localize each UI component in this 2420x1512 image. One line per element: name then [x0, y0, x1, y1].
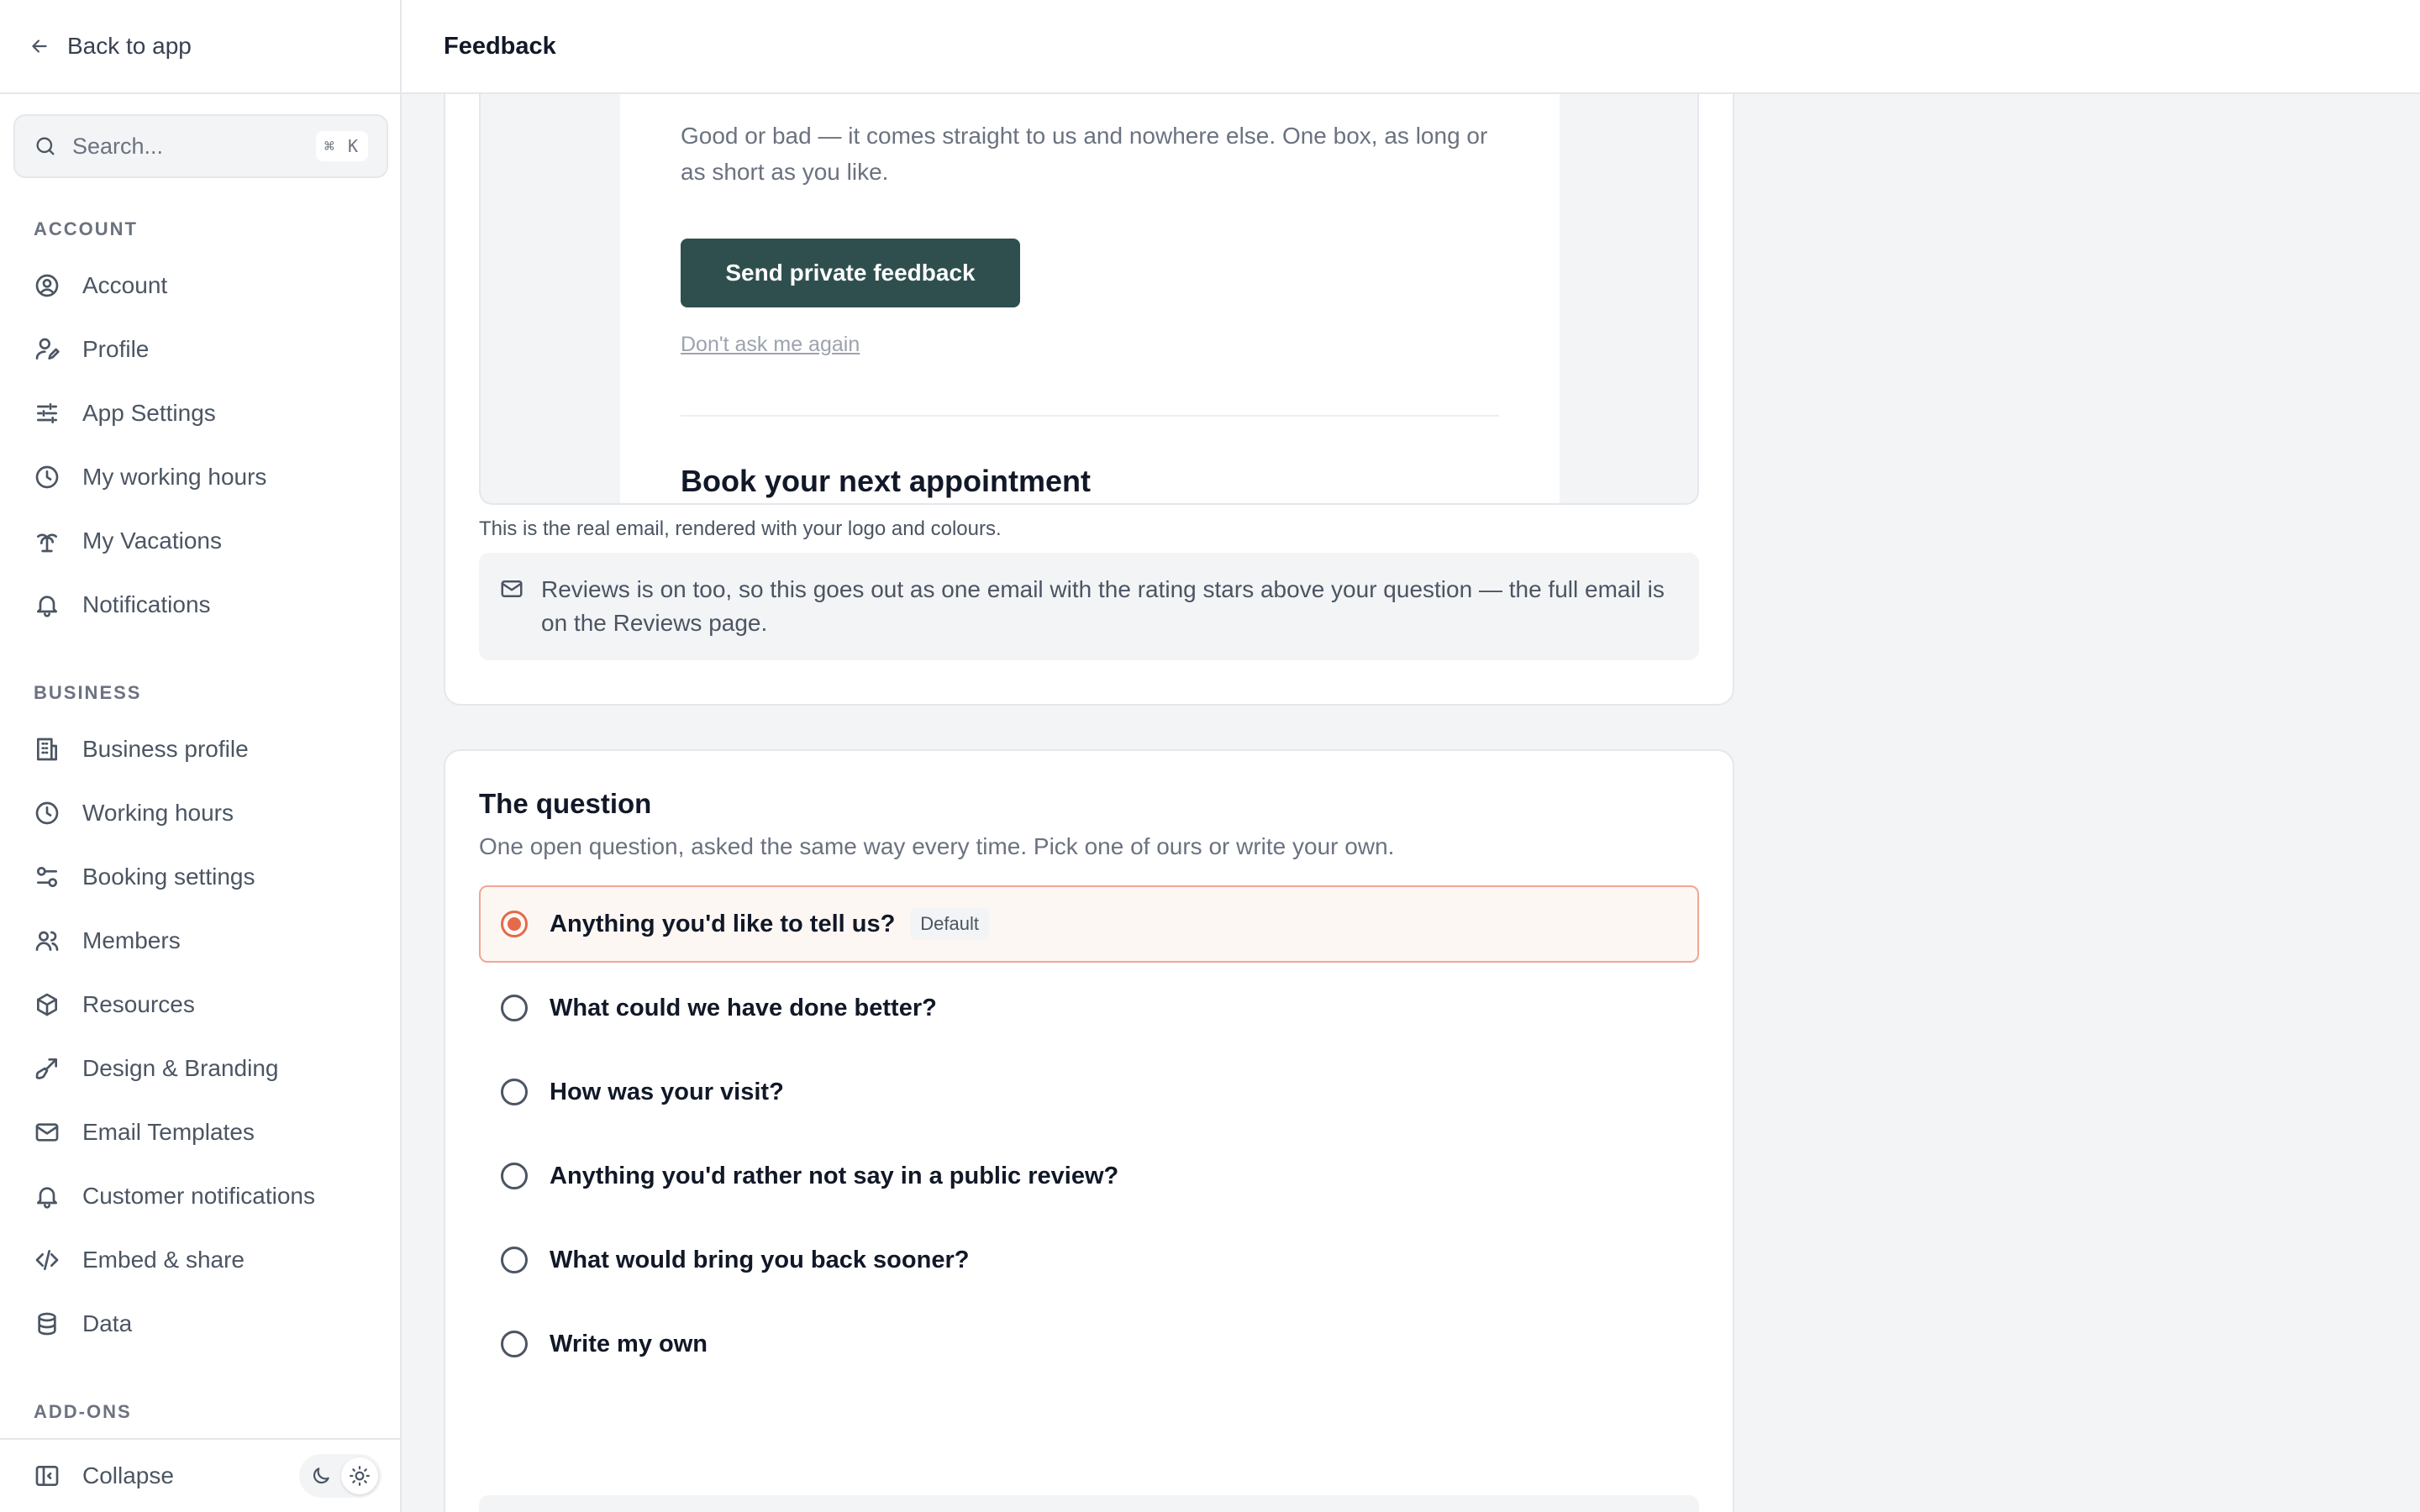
sidebar-item-notifications[interactable] — [34, 581, 211, 628]
light-mode-button[interactable] — [341, 1457, 378, 1494]
database-icon — [34, 1310, 60, 1337]
sidebar-item-profile[interactable] — [34, 326, 149, 373]
back-to-app-link[interactable] — [29, 33, 192, 60]
radio-button[interactable] — [501, 995, 528, 1021]
preview-caption: This is the real email, rendered with your logo and colours. — [479, 517, 1002, 540]
back-to-app-label: Back to app — [67, 33, 192, 59]
sidebar-item-booking-settings[interactable] — [34, 853, 255, 900]
sidebar-item-label: My working hours — [82, 464, 267, 490]
mail-icon — [34, 1119, 60, 1146]
reviews-info-text: Reviews is on too, so this goes out as one email with the rating stars above your question — the full email is on the Reviews page. — [541, 576, 1665, 636]
sidebar-item-label: Members — [82, 927, 181, 953]
bell-icon — [34, 1183, 60, 1210]
question-option-label: What could we have done better? — [550, 994, 937, 1021]
email-preview-card — [444, 94, 1734, 706]
sidebar-item-label: Resources — [82, 991, 195, 1017]
page-title: Feedback — [444, 32, 556, 60]
sidebar-item-label: Account — [82, 272, 168, 298]
brush-icon — [34, 1055, 60, 1082]
next-appointment-heading: Book your next appointment — [681, 464, 1092, 498]
default-badge: Default — [910, 908, 989, 940]
sidebar — [0, 0, 402, 1512]
question-option[interactable] — [479, 1305, 1699, 1383]
question-option-label: Anything you'd rather not say in a public review? — [550, 1162, 1119, 1189]
search-placeholder: Search... — [72, 133, 164, 159]
theme-toggle[interactable] — [299, 1454, 381, 1498]
sidebar-item-data[interactable] — [34, 1300, 132, 1347]
search-icon — [34, 134, 57, 158]
sidebar-item-working-hours[interactable] — [34, 790, 234, 837]
question-option[interactable] — [479, 1137, 1699, 1215]
radio-button[interactable] — [501, 1079, 528, 1105]
box-icon — [34, 991, 60, 1018]
radio-button-checked[interactable] — [501, 911, 528, 937]
sidebar-item-label: Profile — [82, 336, 150, 362]
palm-tree-icon — [34, 528, 60, 554]
sidebar-item-label: Customer notifications — [82, 1183, 316, 1209]
question-option-label: Anything you'd like to tell us? — [550, 910, 896, 937]
user-edit-icon — [34, 336, 60, 363]
search-shortcut: ⌘ K — [316, 131, 368, 161]
clock-icon — [34, 464, 60, 491]
mail-icon — [499, 576, 524, 601]
settings-toggle-icon — [34, 864, 60, 890]
collapse-button[interactable] — [34, 1462, 299, 1489]
section-label-account: ACCOUNT — [34, 218, 138, 239]
sidebar-item-label: Email Templates — [82, 1119, 255, 1145]
sidebar-item-label: Data — [82, 1310, 133, 1336]
radio-button[interactable] — [501, 1247, 528, 1273]
clock-icon — [34, 800, 60, 827]
question-option[interactable] — [479, 1221, 1699, 1299]
dont-ask-again-link[interactable]: Don't ask me again — [681, 333, 860, 356]
question-section-subtitle: One open question, asked the same way every time. Pick one of ours or write your own. — [479, 833, 1395, 859]
sidebar-item-label: Working hours — [82, 800, 234, 826]
sidebar-collapse-icon — [34, 1462, 60, 1489]
sidebar-item-design-branding[interactable] — [34, 1045, 278, 1092]
arrow-left-icon — [29, 35, 50, 57]
section-label-business: BUSINESS — [34, 682, 142, 703]
email-divider — [681, 415, 1499, 417]
email-preview-body — [620, 94, 1560, 505]
sliders-icon — [34, 400, 60, 427]
email-preview-frame[interactable] — [479, 94, 1699, 505]
collapse-label: Collapse — [82, 1462, 174, 1488]
question-option[interactable] — [479, 1053, 1699, 1131]
sidebar-item-email-templates[interactable] — [34, 1109, 255, 1156]
question-card — [444, 749, 1734, 1512]
sun-icon — [349, 1465, 371, 1487]
sidebar-header — [0, 0, 400, 94]
users-icon — [34, 927, 60, 954]
moon-icon — [310, 1465, 332, 1487]
question-option-label: What would bring you back sooner? — [550, 1246, 970, 1273]
dark-mode-button[interactable] — [302, 1457, 339, 1494]
sidebar-item-customer-notifications[interactable] — [34, 1173, 315, 1220]
sidebar-item-my-working-hours[interactable] — [34, 454, 266, 501]
sidebar-item-label: My Vacations — [82, 528, 222, 554]
bell-icon — [34, 591, 60, 618]
code-icon — [34, 1247, 60, 1273]
question-option-label: Write my own — [550, 1330, 708, 1357]
section-label-addons: ADD-ONS — [34, 1401, 132, 1422]
sidebar-item-account[interactable] — [34, 262, 167, 309]
reviews-info-callout — [479, 553, 1699, 660]
sidebar-footer — [0, 1438, 400, 1512]
sidebar-item-members[interactable] — [34, 917, 181, 964]
email-body-text: Good or bad — it comes straight to us and nowhere else. One box, as long or as short as you like. — [681, 123, 1488, 185]
user-circle-icon — [34, 272, 60, 299]
question-tip-callout — [479, 1495, 1699, 1512]
sidebar-item-label: Design & Branding — [82, 1055, 279, 1081]
sidebar-item-label: Booking settings — [82, 864, 255, 890]
radio-button[interactable] — [501, 1163, 528, 1189]
sidebar-item-embed-share[interactable] — [34, 1236, 245, 1284]
sidebar-item-label: Embed & share — [82, 1247, 245, 1273]
sidebar-item-business-profile[interactable] — [34, 726, 249, 773]
sidebar-item-resources[interactable] — [34, 981, 195, 1028]
radio-button[interactable] — [501, 1331, 528, 1357]
question-section-title: The question — [479, 788, 652, 819]
question-option-label: How was your visit? — [550, 1078, 784, 1105]
topbar — [402, 0, 2420, 94]
send-private-feedback-button[interactable]: Send private feedback — [681, 239, 1020, 307]
question-option[interactable] — [479, 885, 1699, 963]
search-input[interactable] — [13, 114, 388, 178]
main-content[interactable] — [402, 94, 2420, 1512]
sidebar-item-label: Business profile — [82, 736, 249, 762]
sidebar-item-my-vacations[interactable] — [34, 517, 222, 564]
question-option[interactable] — [479, 969, 1699, 1047]
sidebar-item-label: Notifications — [82, 591, 211, 617]
building-icon — [34, 736, 60, 763]
sidebar-item-label: App Settings — [82, 400, 216, 426]
sidebar-item-app-settings[interactable] — [34, 390, 216, 437]
